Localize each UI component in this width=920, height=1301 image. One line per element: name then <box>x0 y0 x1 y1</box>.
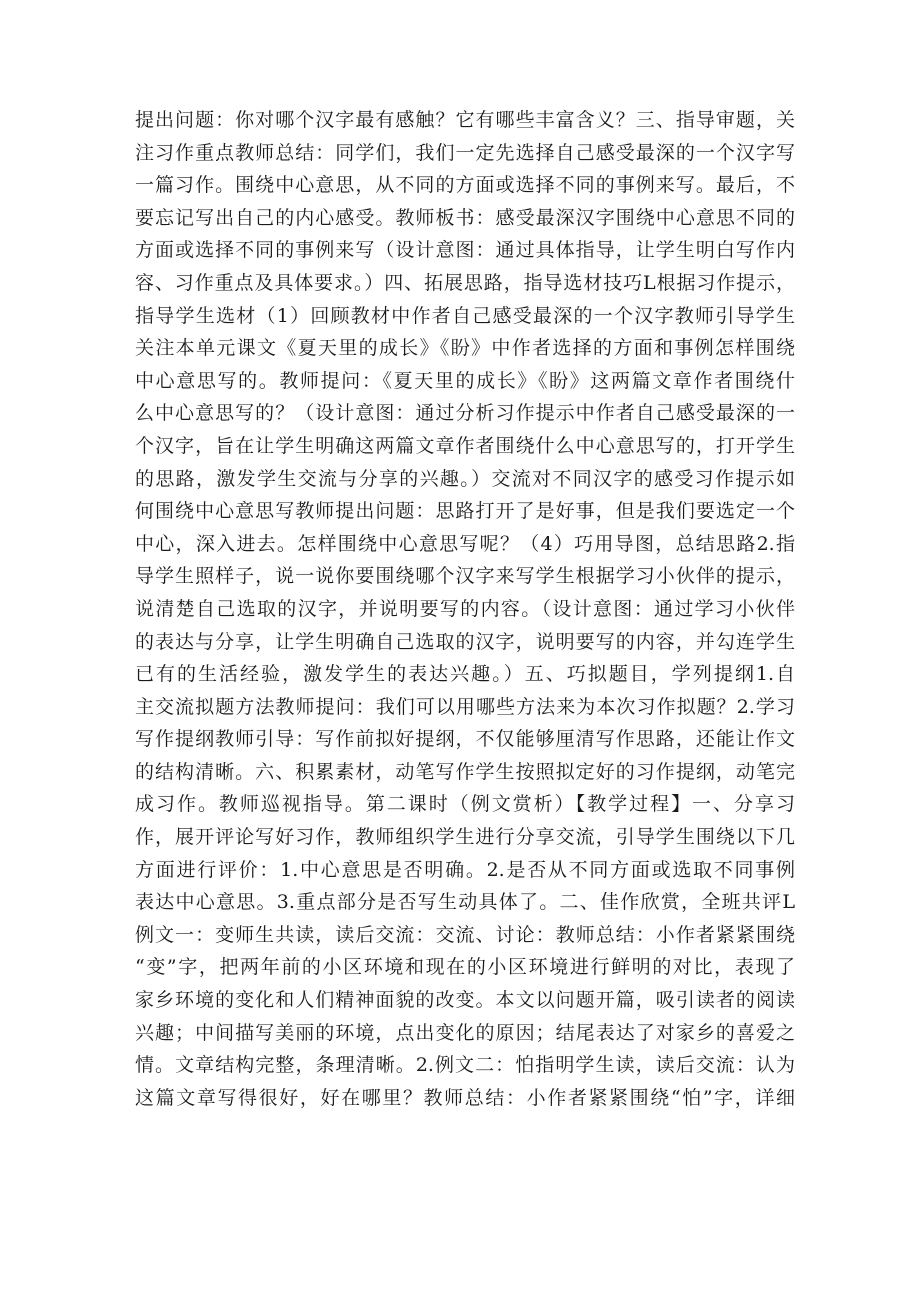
body-text <box>135 104 795 1114</box>
text-line: 说清楚自己选取的汉字，并说明要写的内容。（设计意图：通过学习小伙伴 <box>135 597 795 620</box>
text-line: 一篇习作。围绕中心意思，从不同的方面或选择不同的事例来写。最后，不 <box>135 174 795 197</box>
text-line: 作，展开评论写好习作，教师组织学生进行分享交流，引导学生围绕以下几 <box>135 826 795 849</box>
text-line: 何围绕中心意思写教师提出问题：思路打开了是好事，但是我们要选定一个 <box>135 500 795 523</box>
text-line: 已有的生活经验，激发学生的表达兴趣。）五、巧拟题目，学列提纲1.自 <box>135 663 795 686</box>
text-line: 关注本单元课文《夏天里的成长》《盼》中作者选择的方面和事例怎样围绕 <box>135 337 795 360</box>
text-line: 指导学生选材（1）回顾教材中作者自己感受最深的一个汉字教师引导学生 <box>135 304 795 327</box>
text-line: 个汉字，旨在让学生明确这两篇文章作者围绕什么中心意思写的，打开学生 <box>135 434 795 457</box>
text-line: 这篇文章写得很好，好在哪里？教师总结：小作者紧紧围绕“怕”字，详细 <box>135 1086 795 1109</box>
text-line: 么中心意思写的？（设计意图：通过分析习作提示中作者自己感受最深的一 <box>135 402 795 425</box>
text-line: 容、习作重点及具体要求。）四、拓展思路，指导选材技巧L根据习作提示， <box>135 271 795 294</box>
text-line: 注习作重点教师总结：同学们，我们一定先选择自己感受最深的一个汉字写 <box>135 141 795 164</box>
text-line: 的结构清晰。六、积累素材，动笔写作学生按照拟定好的习作提纲，动笔完 <box>135 760 795 783</box>
text-line: 的表达与分享，让学生明确自己选取的汉字，说明要写的内容，并勾连学生 <box>135 630 795 653</box>
text-line: 导学生照样子，说一说你要围绕哪个汉字来写学生根据学习小伙伴的提示， <box>135 565 795 588</box>
text-line: 的思路，激发学生交流与分享的兴趣。）交流对不同汉字的感受习作提示如 <box>135 467 795 490</box>
text-line: 中心，深入进去。怎样围绕中心意思写呢？（4）巧用导图，总结思路2.指 <box>135 532 795 555</box>
text-line: 要忘记写出自己的内心感受。教师板书：感受最深汉字围绕中心意思不同的 <box>135 206 795 229</box>
text-line: 方面或选择不同的事例来写（设计意图：通过具体指导，让学生明白写作内 <box>135 239 795 262</box>
text-line: 家乡环境的变化和人们精神面貌的改变。本文以问题开篇，吸引读者的阅读 <box>135 989 795 1012</box>
text-line: “变”字，把两年前的小区环境和现在的小区环境进行鲜明的对比，表现了 <box>135 956 795 979</box>
text-line: 成习作。教师巡视指导。第二课时（例文赏析）【教学过程】一、分享习 <box>135 793 795 816</box>
text-line: 情。文章结构完整，条理清晰。2.例文二：怕指明学生读，读后交流：认为 <box>135 1054 795 1077</box>
text-line: 兴趣；中间描写美丽的环境，点出变化的原因；结尾表达了对家乡的喜爱之 <box>135 1021 795 1044</box>
text-line: 写作提纲教师引导：写作前拟好提纲，不仅能够厘清写作思路，还能让作文 <box>135 728 795 751</box>
text-line: 中心意思写的。教师提问：《夏天里的成长》《盼》这两篇文章作者围绕什 <box>135 369 795 392</box>
text-line: 表达中心意思。3.重点部分是否写生动具体了。二、佳作欣赏，全班共评L <box>135 891 795 914</box>
text-line: 提出问题：你对哪个汉字最有感触？它有哪些丰富含义？三、指导审题，关 <box>135 109 795 131</box>
text-line: 例文一：变师生共读，读后交流：交流、讨论：教师总结：小作者紧紧围绕 <box>135 923 795 946</box>
text-line: 主交流拟题方法教师提问：我们可以用哪些方法来为本次习作拟题？2.学习 <box>135 695 795 718</box>
text-line: 方面进行评价：1.中心意思是否明确。2.是否从不同方面或选取不同事例 <box>135 858 795 881</box>
